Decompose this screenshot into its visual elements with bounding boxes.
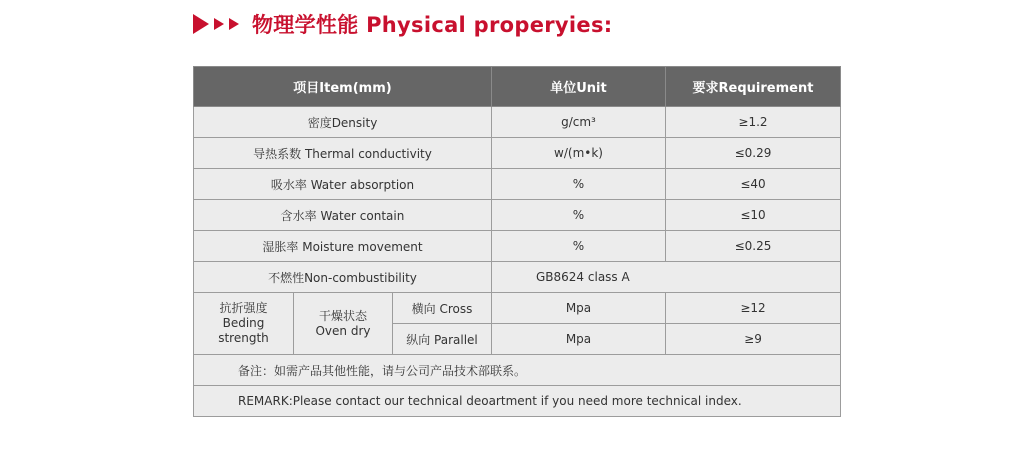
classification-cell: GB8624 class A bbox=[492, 262, 841, 293]
bending-label-en-2: strength bbox=[218, 331, 269, 345]
table-row-remark-en bbox=[194, 386, 841, 417]
condition-en: Oven dry bbox=[315, 323, 371, 338]
direction-cell: 横向 Cross bbox=[393, 293, 492, 324]
table-row bbox=[194, 107, 841, 138]
remark-en: REMARK:Please contact our technical deoartment if you need more technical index. bbox=[194, 386, 841, 417]
requirement-cell: ≤0.29 bbox=[666, 138, 841, 169]
requirement-cell: ≥12 bbox=[666, 293, 841, 324]
table-row-bending-cross bbox=[194, 293, 841, 324]
item-cell: 不燃性Non-combustibility bbox=[194, 262, 492, 293]
bending-label-en-1: Beding bbox=[222, 316, 265, 330]
condition-cell bbox=[294, 293, 393, 355]
table-row bbox=[194, 169, 841, 200]
unit-cell: w/(m•k) bbox=[492, 138, 666, 169]
requirement-cell: ≤40 bbox=[666, 169, 841, 200]
condition-cn: 干燥状态 bbox=[318, 308, 367, 323]
unit-cell: % bbox=[492, 231, 666, 262]
item-cell: 湿胀率 Moisture movement bbox=[194, 231, 492, 262]
requirement-cell: ≤10 bbox=[666, 200, 841, 231]
bending-strength-label bbox=[194, 293, 294, 355]
section-heading bbox=[193, 8, 612, 40]
item-cell: 导热系数 Thermal conductivity bbox=[194, 138, 492, 169]
item-cell: 吸水率 Water absorption bbox=[194, 169, 492, 200]
unit-cell: % bbox=[492, 200, 666, 231]
table-row-non-combustibility bbox=[194, 262, 841, 293]
column-header-requirement: 要求Requirement bbox=[666, 67, 841, 107]
triple-arrow-icon bbox=[193, 14, 244, 34]
unit-cell: Mpa bbox=[492, 324, 666, 355]
physical-properties-table bbox=[193, 66, 841, 417]
unit-cell: Mpa bbox=[492, 293, 666, 324]
item-cell: 密度Density bbox=[194, 107, 492, 138]
arrow-icon-small bbox=[214, 18, 224, 30]
arrow-icon-small bbox=[229, 18, 239, 30]
bending-label-cn: 抗折强度 bbox=[219, 301, 268, 315]
table-row bbox=[194, 231, 841, 262]
arrow-icon-large bbox=[193, 14, 209, 34]
column-header-item: 项目Item(mm) bbox=[194, 67, 492, 107]
requirement-cell: ≥9 bbox=[666, 324, 841, 355]
page-title: 物理学性能 Physical properyies: bbox=[252, 13, 613, 37]
direction-cell: 纵向 Parallel bbox=[393, 324, 492, 355]
table-header-row bbox=[194, 67, 841, 107]
unit-cell: % bbox=[492, 169, 666, 200]
item-cell: 含水率 Water contain bbox=[194, 200, 492, 231]
requirement-cell: ≤0.25 bbox=[666, 231, 841, 262]
remark-cn: 备注：如需产品其他性能，请与公司产品技术部联系。 bbox=[194, 355, 841, 386]
column-header-unit: 单位Unit bbox=[492, 67, 666, 107]
unit-cell: g/cm³ bbox=[492, 107, 666, 138]
table-row bbox=[194, 138, 841, 169]
requirement-cell: ≥1.2 bbox=[666, 107, 841, 138]
table-row-remark-cn bbox=[194, 355, 841, 386]
table-row bbox=[194, 200, 841, 231]
